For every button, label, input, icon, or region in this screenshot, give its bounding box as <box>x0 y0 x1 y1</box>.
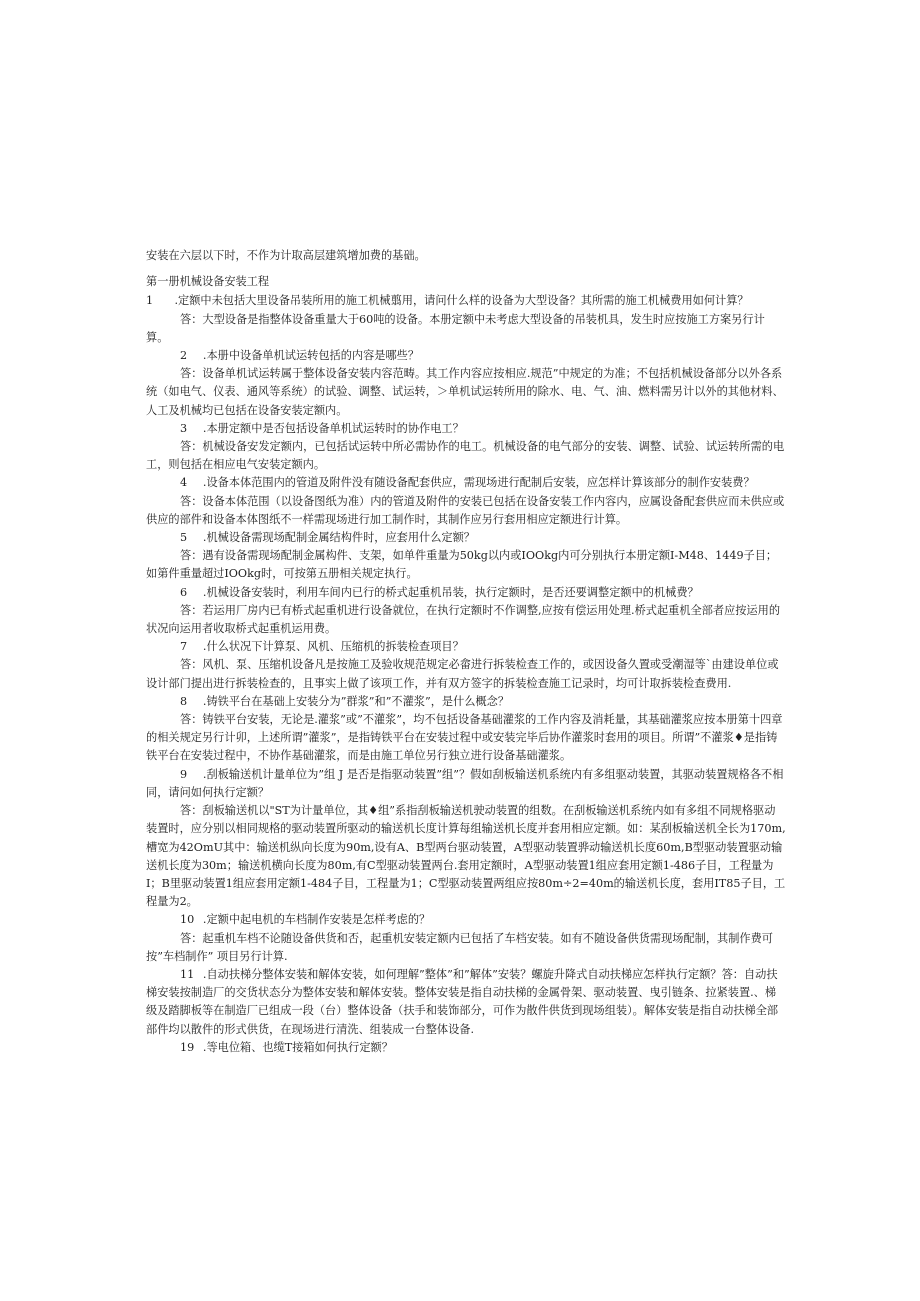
answer-3: 答：机械设备安发定额内，已包括试运转中所必需协作的电工。机械设备的电气部分的安装、调整、试验、试运转所需的电工，则包括在相应电气安装定额内。 <box>146 440 785 472</box>
question-7: 7 .什么状况下计算泵、风机、压缩机的拆装检查项目？ <box>180 640 464 654</box>
answer-5: 答：遇有设备需现场配制金属构件、支架，如单件重量为50kg以内或IOOkg内可分别执行本册定额I-M48、1449子目；如第件重量超过IOOkg时，可按第五册相关规定执行。 <box>146 549 778 581</box>
question-19: 19 .等电位箱、也缆T接箱如何执行定额？ <box>180 1040 393 1054</box>
answer-8: 答：铸铁平台安装，无论是.灌浆”或”不灌浆”，均不包括设备基础灌浆的工作内容及消耗量，其基础灌浆应按本册第十四章的相关规定另行计卯，上述所谓”灌浆”，是指铸铁平台在安装过程中或安装完毕后协作灌浆时套用的项目。所谓”不灌浆♦是指铸铁平台在安装过程中，不协作基础灌浆，而是由施工单位另行独立进行设备基础灌浆。 <box>146 713 783 763</box>
question-6: 6 .机械设备安装时，利用车间内已行的桥式起重机吊装，执行定额时，是否还要调整定额中的机械费？ <box>180 585 699 599</box>
question-1: 1 .定额中未包括大里设备吊装所用的施工机械翦用，请问什么样的设备为大型设备？其所需的施工机械费用如何计算？ <box>146 294 749 308</box>
answer-1: 答：大型设备是指整体设备重量大于60吨的设备。本册定额中未考虑大型设备的吊装机具，发生时应按施工方案另行计算。 <box>146 312 765 344</box>
part-title: 第一册机械设备安装工程 <box>146 275 270 289</box>
document-page <box>146 247 786 1057</box>
question-5: 5 .机械设备需现场配制金属结构件时，应套用什么定额？ <box>180 531 475 545</box>
question-8: 8 .铸铁平台在基础上安装分为”群浆”和”不灌浆”，是什么概念？ <box>180 694 510 708</box>
answer-7: 答：风机、泵、压缩机设备凡是按施工及验收规范规定必畲进行拆装检查工作的，或因设备久置或受潮湿等`由建设单位或设计部门提出进行拆装检查的，且事实上做了该项工作，并有双方签字的拆装检查施工记录时，均可计取拆装检查费用. <box>146 658 779 690</box>
question-11: 11 .自动扶梯分整体安装和解体安装，如何理解”整体”和”解体”安装？螺旋升降式自动扶梯应怎样执行定额？答：自动扶梯安装按制造厂的交货状态分为整体安装和解体安装。整体安装是指自动扶梯的金属骨架、驱动装置、曳引链条、拉紧装置.、梯级及踏脚板等在制造厂已组成一段（台）整体设备（扶手和装饰部分，可作为散件供货到现场组装）。解体安装是指自动扶梯全部部件均以散件的形式供货，在现场进行清洗、组装成一台整体设备. <box>146 967 779 1036</box>
answer-4: 答：设备本体范围（以设备图纸为准）内的管道及附件的安装已包括在设备安装工作内容内，应属设备配套供应而未供应或供应的部件和设备本体图纸不一样需现场进行加工制作时，其制作应另行套用相应定额进行计算。 <box>146 494 785 526</box>
question-4: 4 .设备本体范围内的管道及附件没有随设备配套供应，需现场进行配制后安装，应怎样计算该部分的制作安装费？ <box>180 476 755 490</box>
question-9: 9 .刮板输送机计量单位为”组 J 是否是指驱动装置”组”？假如刮板输送机系统内有多组驱动装置，其驱动装置规格各不相同，请问如何执行定额？ <box>146 767 784 799</box>
question-3: 3 .本册定额中是否包括设备单机试运转时的协作电工？ <box>180 421 464 435</box>
answer-2: 答：设备单机试运转属于整体设备安装内容范畴。其工作内容应按相应.规范”中规定的为准；不包括机械设备部分以外各系统（如电气、仪表、通风等系统）的试验、调整、试运转，＞单机试运转所用的除水、电、气、油、燃料需另计以外的其他材料、人工及机械均已包括在设备安装定额内。 <box>146 367 784 417</box>
question-2: 2 .本册中设备单机试运转包括的内容是哪些？ <box>180 349 420 363</box>
intro-line: 安装在六层以下时，不作为计取高层建筑增加费的基础。 <box>146 249 426 262</box>
answer-10: 答：起重机车档不论随设备供货和否，起重机安装定额内已包括了车档安装。如有不随设备供货需现场配制，其制作费可按”车档制作” 项目另行计算. <box>146 931 773 963</box>
question-10: 10 .定额中起电机的车档制作安装是怎样考虑的？ <box>180 913 431 927</box>
answer-6: 答：若运用厂房内已有桥式起重机进行设备就位，在执行定额时不作调整,应按有偿运用处理.桥式起重机全部者应按运用的状况向运用者收取桥式起重机运用费。 <box>146 603 781 636</box>
answer-9: 答：刮板输送机以"ST为计量单位，其♦组”系指刮板输送机驶动装置的组数。在刮板输送机系统内如有多组不同规格驱动装置时，应分别以相同规格的驱动装置所驱动的输送机长度计算每组输送机长度并套用相应定额。如：某刮板输送机全长为170m,槽宽为42OmU其中：输送机纵向长度为90m,设有A、B型两台驱动装置，A型驱动装置骅动输送机长度60m,B型驱动装置驱动输送机长度为30m；输送机横向长度为80m,有C型驱动装置两台.套用定额时，A型驱动装置1组应套用定额1-486子目，工程量为I；B里驱动装置1组应套用定额1-484子目，工程量为1；C型驱动装置两组应按80m÷2=40m的输送机长度，套用IT85子目，工程量为2。 <box>146 804 786 909</box>
